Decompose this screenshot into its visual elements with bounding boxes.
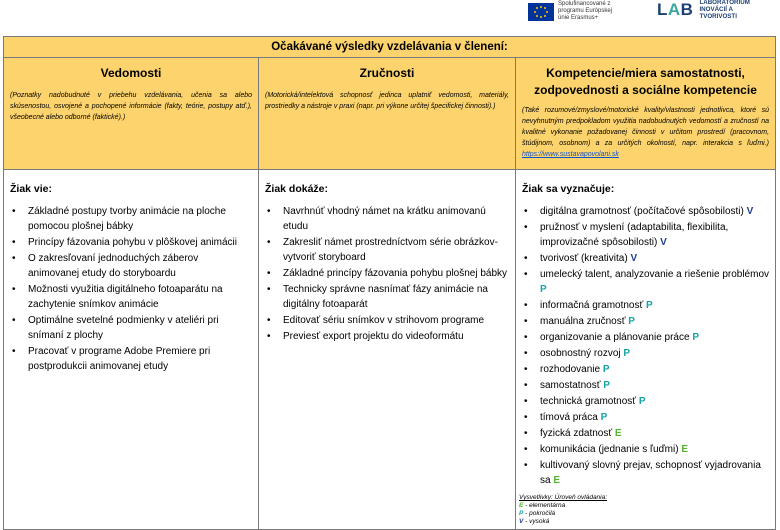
- legend-label: - vysoká: [523, 518, 550, 525]
- competence-text: technická gramotnosť: [540, 396, 637, 407]
- level-badge: P: [600, 412, 608, 423]
- level-badge: P: [646, 300, 653, 311]
- list-item: • Previesť export projektu do videoformátu: [265, 329, 509, 344]
- competence-text: fyzická zdatnosť: [540, 428, 613, 439]
- header-logos: [0, 0, 780, 36]
- list-item: • Možnosti využitia digitálneho fotoaparátu na zachytenie snímkov animácie: [10, 282, 252, 312]
- list-item: [522, 394, 769, 409]
- competence-text: pružnosť v myslení (adaptabilita, flexibilita, improvizačné spôsobilosti): [540, 222, 729, 248]
- column-description: (Také rozumové/zmyslové/motorické kvality/vlastnosti jednotlivca, ktoré sú nevyhnutným predpokladom využitia nadobudnutých vedomostí a zručností na kvalitné vykonanie požadovanej činnosti v určitom prostredí (pracovnom, štúdijnom, osobnom) a za určitých okolností, napr. interakcia s ľuďmi.) https://www.sustavapovolani.sk: [522, 107, 770, 158]
- column-header-skills: [259, 58, 516, 170]
- list-item: • O zakresľovaní jednoduchých záberov animovanej etudy do storyboardu: [10, 251, 252, 281]
- column-header-competences: [516, 58, 776, 170]
- list-item: [522, 410, 769, 425]
- list-item: [522, 204, 769, 219]
- skills-cell: [259, 170, 516, 530]
- legend-label: - pokročilá: [523, 510, 556, 517]
- list-item: [522, 442, 769, 457]
- list-item: • Technicky správne nasnímať fázy animácie na digitálny fotoaparát: [265, 282, 509, 312]
- lab-logo: [657, 0, 769, 20]
- skills-lead: Žiak dokáže:: [265, 183, 329, 195]
- knowledge-list: [4, 204, 258, 374]
- competence-text: organizovanie a plánovanie práce: [540, 332, 690, 343]
- lab-mark: LAB: [657, 0, 694, 20]
- lab-text: LABORATÓRIUM INOVÁCIÍ A TVORIVOSTI: [699, 0, 750, 20]
- list-item: • Optimálne svetelné podmienky v ateliéri pri snímaní z plochy: [10, 313, 252, 343]
- list-item: [522, 251, 769, 266]
- sustava-link[interactable]: https://www.sustavapovolani.sk: [522, 151, 619, 158]
- competence-text: osobnostný rozvoj: [540, 348, 621, 359]
- level-badge: P: [638, 396, 646, 407]
- list-item: [522, 220, 769, 250]
- level-badge: P: [603, 380, 610, 391]
- legend-title: Vysvetlivky: Úroveň ovládania:: [519, 494, 608, 501]
- competence-text: rozhodovanie: [540, 364, 601, 375]
- level-badge: E: [681, 444, 689, 455]
- competences-list: [516, 204, 775, 488]
- level-badge: E: [614, 428, 622, 439]
- knowledge-lead: Žiak vie:: [10, 183, 53, 195]
- column-title: Kompetencie/miera samostatnosti, zodpovednosti a sociálne kompetencie: [534, 66, 757, 97]
- eu-text: Spolufinancované z programu Európskej únie Erasmus+: [558, 1, 613, 21]
- level-badge: P: [540, 284, 547, 295]
- level-badge: E: [553, 475, 561, 486]
- level-badge: P: [692, 332, 700, 343]
- column-description: (Poznatky nadobudnuté v priebehu vzdelávania, učenia sa alebo skúsenostou, osvojené a pochopené informácie (fakty, teórie, postupy atď.), všeobecné alebo odborné (faktické).): [10, 92, 252, 121]
- competence-text: informačná gramotnosť: [540, 300, 644, 311]
- column-header-knowledge: [4, 58, 259, 170]
- knowledge-cell: [4, 170, 259, 530]
- level-badge: P: [623, 348, 631, 359]
- list-item: [522, 426, 769, 441]
- list-item: [522, 298, 769, 313]
- competence-text: samostatnosť: [540, 380, 601, 391]
- list-item: • Zakresliť námet prostredníctvom série obrázkov- vytvoriť storyboard: [265, 235, 509, 265]
- legend-label: - elementárna: [523, 502, 566, 509]
- legend-item: [519, 518, 775, 526]
- outcomes-table: [3, 36, 776, 530]
- eu-flag-icon: [528, 3, 554, 21]
- column-title: Zručnosti: [359, 66, 415, 80]
- competence-text: tvorivosť (kreativita): [540, 253, 628, 264]
- eu-logo: [528, 1, 620, 22]
- competence-text: komunikácia (jednanie s ľuďmi): [540, 444, 679, 455]
- level-badge: P: [602, 364, 610, 375]
- column-title: Vedomosti: [100, 66, 162, 80]
- list-item: • Základné postupy tvorby animácie na ploche pomocou plošnej bábky: [10, 204, 252, 234]
- list-item: • Základné princípy fázovania pohybu plošnej bábky: [265, 266, 509, 281]
- legend: [519, 494, 775, 526]
- list-item: [522, 458, 769, 488]
- competence-text: manuálna zručnosť: [540, 316, 626, 327]
- competence-text: digitálna gramotnosť (počítačové spôsobilosti): [540, 206, 744, 217]
- column-description: (Motorická/intelektová schopnosť jedinca uplatniť vedomosti, materiály, prostriedky a nástroje v praxi (napr. pri výkone určitej špecifickej činnosti).): [265, 92, 509, 110]
- list-item: [522, 346, 769, 361]
- legend-code: V: [519, 518, 524, 525]
- list-item: [522, 330, 769, 345]
- competence-text: kultivovaný slovný prejav, schopnosť vyjadrovania sa: [540, 460, 761, 486]
- competences-cell: [516, 170, 776, 530]
- table-title: Očakávané výsledky vzdelávania v členení:: [4, 37, 776, 58]
- skills-list: [259, 204, 515, 344]
- level-badge: P: [628, 316, 635, 327]
- list-item: • Princípy fázovania pohybu v plôškovej animácii: [10, 235, 252, 250]
- level-badge: V: [746, 206, 754, 217]
- legend-code: P: [519, 510, 524, 517]
- legend-item: [519, 510, 775, 518]
- list-item: [522, 314, 769, 329]
- level-badge: V: [660, 237, 667, 248]
- competence-text: tímová práca: [540, 412, 598, 423]
- legend-code: E: [519, 502, 524, 509]
- legend-item: [519, 502, 775, 510]
- list-item: [522, 378, 769, 393]
- competence-text: umelecký talent, analyzovanie a riešenie problémov: [540, 269, 770, 280]
- list-item: • Pracovať v programe Adobe Premiere pri postprodukcii animovanej etudy: [10, 344, 252, 374]
- list-item: [522, 267, 769, 297]
- competences-lead: Žiak sa vyznačuje:: [522, 183, 615, 195]
- list-item: [522, 362, 769, 377]
- level-badge: V: [630, 253, 638, 264]
- list-item: • Editovať sériu snímkov v strihovom programe: [265, 313, 509, 328]
- list-item: • Navrhnúť vhodný námet na krátku animovanú etudu: [265, 204, 509, 234]
